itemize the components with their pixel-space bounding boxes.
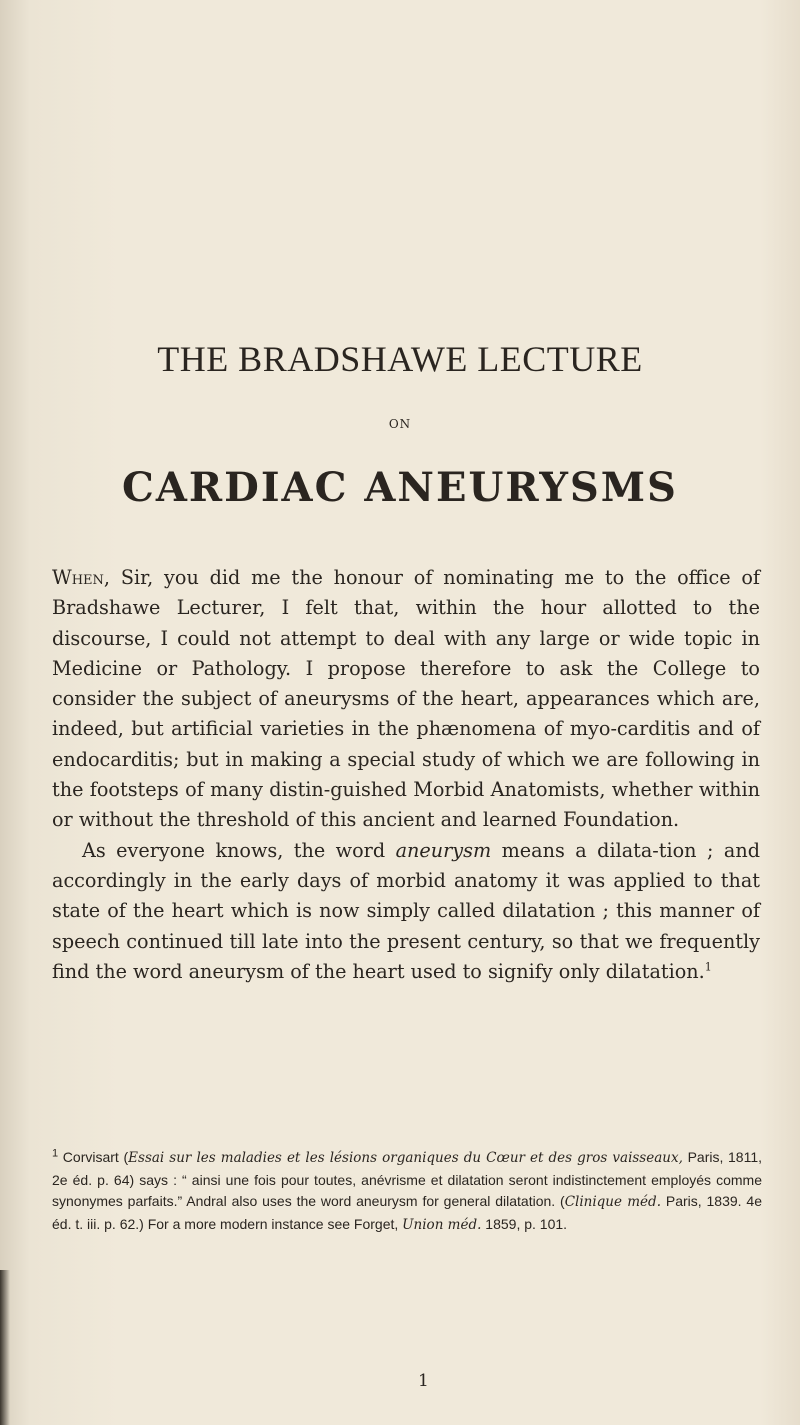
footnote [52, 1147, 762, 1236]
lecture-title: THE BRADSHAWE LECTURE [157, 339, 643, 379]
paragraph-1 [52, 563, 760, 836]
footnote-reference: 1 [704, 960, 712, 974]
paragraph-lead-word: When, [52, 566, 111, 589]
footnote-text-3: Paris, 1839. 4e éd. t. iii. p. 62.) For a more modern instance see Forget, [52, 1193, 762, 1232]
lecture-subtitle: CARDIAC ANEURYSMS [122, 464, 678, 511]
binding-shadow [0, 1270, 10, 1425]
paragraph-2 [52, 836, 760, 987]
paragraph-2-text-a: As everyone knows, the word [82, 838, 396, 862]
paragraph-2-text-b: means a dilata-tion ; and accordingly in the early days of morbid anatomy it was applied to that state of the heart which is now simply called dilatation ; this manner of speech continued till late into the present century, so that we frequently find the word aneurysm of the heart used to signify only dilatation. [52, 838, 760, 983]
emphasis-aneurysm: aneurysm [395, 838, 492, 862]
footnote-mark: 1 [52, 1147, 59, 1160]
page-number: 1 [418, 1371, 429, 1391]
footnote-text-4: 1859, p. 101. [481, 1215, 568, 1232]
footnote-title-2: Clinique méd. [564, 1194, 661, 1211]
title-connector: ON [388, 417, 412, 431]
paragraph-1-text: Sir, you did me the honour of nominating me to the office of Bradshawe Lecturer, I felt that, within the hour allotted to the discourse, I could not attempt to deal with any large or wide topic in Medicine or Pathology. I propose therefore to ask the College to consider the subject of aneurysms of the heart, appearances which are, indeed, but artificial varieties in the phænomena of myo-carditis and of endocarditis; but in making a special study of which we are following in the footsteps of many distin-guished Morbid Anatomists, whether within or without the threshold of this ancient and learned Foundation. [52, 566, 760, 832]
footnote-title-3: Union méd. [402, 1216, 482, 1233]
footnote-text-1: Corvisart ( [58, 1149, 129, 1165]
footnote-text-2: Paris, 1811, 2e éd. p. 64) says : “ ainsi une fois pour toutes, anévrisme et dilatation seront indistinctement employés comme synonymes parfaits.” Andral also uses the word aneurysm for general dilatation. ( [52, 1149, 763, 1210]
footnote-title-1: Essai sur les maladies et les lésions organiques du Cœur et des gros vaisseaux, [128, 1150, 683, 1166]
body-text [52, 563, 760, 987]
